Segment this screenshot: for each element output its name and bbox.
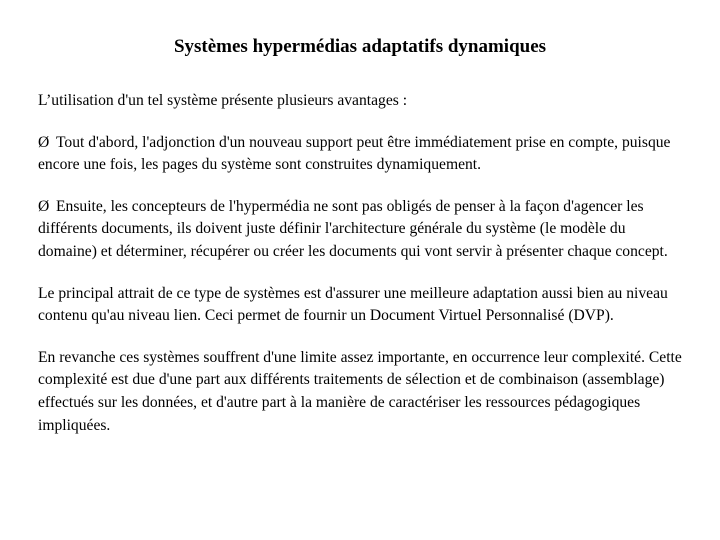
intro-text: L’utilisation d'un tel système présente plusieurs avantages : <box>38 92 408 109</box>
slide-body <box>38 90 688 456</box>
bullet-text: Ensuite, les concepteurs de l'hypermédia ne sont pas obligés de penser à la façon d'agencer les différents documents, ils doivent juste définir l'architecture générale du système (le modèle du domaine) et déterminer, récupérer ou créer les documents qui vont servir à présenter chaque concept. <box>38 197 668 260</box>
limit-paragraph: En revanche ces systèmes souffrent d'une limite assez importante, en occurrence leur complexité. Cette complexité est due d'une part aux différents traitements de sélection et de combinaison (assemblage) effectués sur les données, et d'autre part à la manière de caractériser les ressources pédagogiques impliquées. <box>38 348 682 434</box>
bullet-item <box>38 196 688 264</box>
bullet-item <box>38 132 688 177</box>
bullet-arrow-icon: Ø <box>38 197 50 215</box>
advantage-paragraph: Le principal attrait de ce type de systèmes est d'assurer une meilleure adaptation aussi bien au niveau contenu qu'au niveau lien. Ceci permet de fournir un Document Virtuel Personnalisé (DVP). <box>38 284 668 325</box>
bullet-arrow-icon: Ø <box>38 133 50 151</box>
slide-title: Systèmes hypermédias adaptatifs dynamiques <box>173 36 547 57</box>
bullet-text: Tout d'abord, l'adjonction d'un nouveau support peut être immédiatement prise en compte, puisque encore une fois, les pages du système sont construites dynamiquement. <box>38 133 671 174</box>
